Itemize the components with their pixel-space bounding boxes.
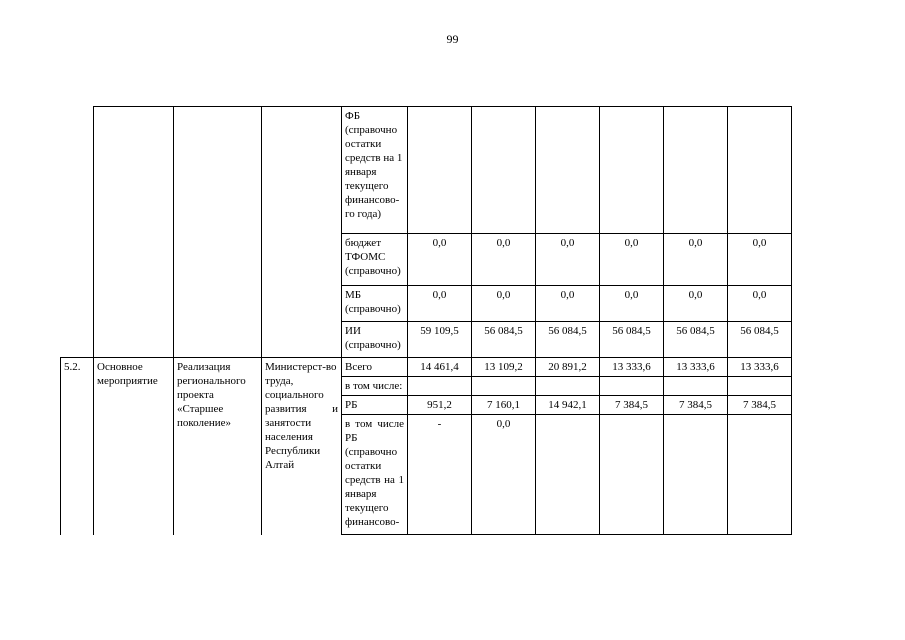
value-cell: 56 084,5 <box>600 322 664 358</box>
table-row <box>61 358 792 377</box>
value-cell: 0,0 <box>728 286 792 322</box>
type-cell-continued <box>94 107 174 358</box>
value-cell: 14 942,1 <box>536 396 600 415</box>
value-cell <box>408 377 472 396</box>
value-cell <box>472 107 536 234</box>
value-cell: 0,0 <box>664 286 728 322</box>
value-cell <box>536 377 600 396</box>
value-cell: 7 384,5 <box>600 396 664 415</box>
value-cell: 0,0 <box>408 286 472 322</box>
budget-table <box>60 106 792 535</box>
source-cell: РБ <box>342 396 408 415</box>
number-cell-continued <box>61 107 94 358</box>
value-cell <box>728 415 792 535</box>
value-cell: 0,0 <box>536 234 600 286</box>
value-cell <box>600 377 664 396</box>
executor-cell-continued <box>262 107 342 358</box>
value-cell: 56 084,5 <box>664 322 728 358</box>
value-cell <box>664 377 728 396</box>
value-cell: 14 461,4 <box>408 358 472 377</box>
source-cell: ИИ (справочно) <box>342 322 408 358</box>
source-cell: ФБ (справочно остатки средств на 1 января текущего финансово-го года) <box>342 107 408 234</box>
value-cell: 13 333,6 <box>600 358 664 377</box>
item-number: 5.2. <box>61 358 94 535</box>
source-cell: Всего <box>342 358 408 377</box>
item-name: Реализация регионального проекта «Старшее поколение» <box>174 358 262 535</box>
name-cell-continued <box>174 107 262 358</box>
value-cell: 7 384,5 <box>728 396 792 415</box>
page-number: 99 <box>446 32 459 46</box>
value-cell: 56 084,5 <box>472 322 536 358</box>
value-cell: 59 109,5 <box>408 322 472 358</box>
value-cell: 951,2 <box>408 396 472 415</box>
value-cell <box>600 415 664 535</box>
value-cell: 0,0 <box>664 234 728 286</box>
value-cell: 7 384,5 <box>664 396 728 415</box>
value-cell: 0,0 <box>600 234 664 286</box>
value-cell <box>408 107 472 234</box>
value-cell: 13 333,6 <box>728 358 792 377</box>
value-cell: 0,0 <box>472 286 536 322</box>
value-cell: 0,0 <box>536 286 600 322</box>
value-cell <box>472 377 536 396</box>
value-cell: 0,0 <box>600 286 664 322</box>
value-cell <box>664 415 728 535</box>
source-cell: МБ (справочно) <box>342 286 408 322</box>
value-cell <box>600 107 664 234</box>
value-cell: 13 333,6 <box>664 358 728 377</box>
value-cell <box>536 107 600 234</box>
value-cell <box>536 415 600 535</box>
value-cell: 20 891,2 <box>536 358 600 377</box>
value-cell: 13 109,2 <box>472 358 536 377</box>
value-cell <box>728 107 792 234</box>
value-cell: 7 160,1 <box>472 396 536 415</box>
value-cell: 0,0 <box>472 415 536 535</box>
value-cell: - <box>408 415 472 535</box>
value-cell <box>728 377 792 396</box>
value-cell: 56 084,5 <box>536 322 600 358</box>
value-cell: 0,0 <box>408 234 472 286</box>
source-cell: в том числе РБ (справочно остатки средств на 1 января текущего финансово- <box>342 415 408 535</box>
value-cell <box>664 107 728 234</box>
item-executor: Министерст-во труда, социального развития и занятости населения Республики Алтай <box>262 358 342 535</box>
source-cell: в том числе: <box>342 377 408 396</box>
value-cell: 0,0 <box>728 234 792 286</box>
item-type: Основное мероприятие <box>94 358 174 535</box>
table-row <box>61 107 792 234</box>
value-cell: 0,0 <box>472 234 536 286</box>
value-cell: 56 084,5 <box>728 322 792 358</box>
source-cell: бюджет ТФОМС (справочно) <box>342 234 408 286</box>
